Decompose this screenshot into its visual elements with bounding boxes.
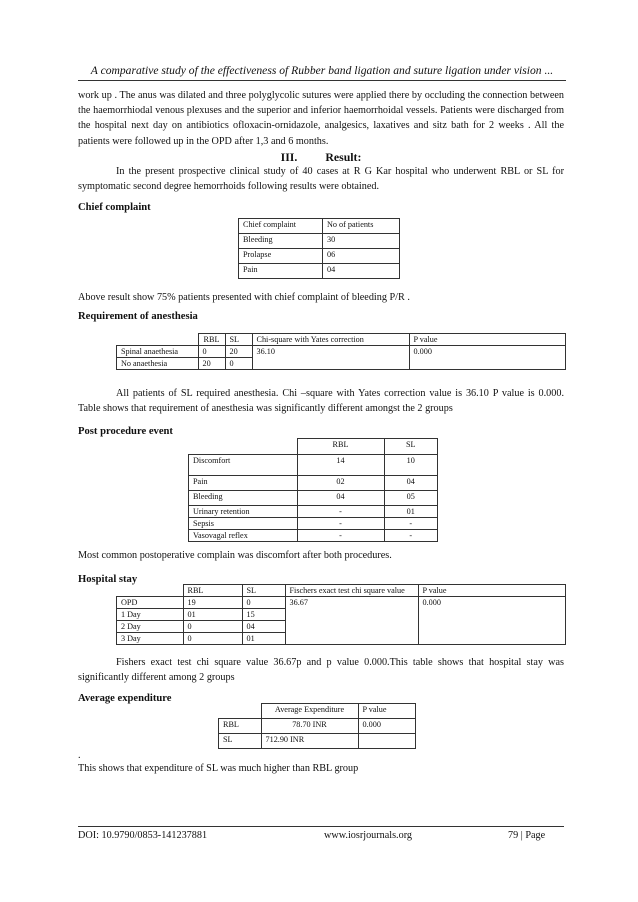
header-cell: SL [225,334,252,346]
table-cell: 0 [183,633,242,645]
table-cell [358,733,416,748]
anesthesia-label: Requirement of anesthesia [78,311,198,322]
table-cell: - [297,517,384,529]
table-cell: 20 [198,358,225,370]
table-cell: 02 [297,475,384,490]
header-cell: Fischers exact test chi square value [285,585,418,597]
hospital-stay-note: Fishers exact test chi square value 36.67p and p value 0.000.This table shows that hospital stay was significantly different among 2 groups [78,657,564,684]
table-row [219,718,416,733]
table-row [189,505,438,517]
table-cell: 04 [323,264,400,279]
header-cell: SL [242,585,285,597]
table-cell: No anaethesia [117,358,199,370]
table-cell: 05 [384,490,438,505]
table-cell: 04 [297,490,384,505]
header-cell: P value [409,334,566,346]
table-row [239,264,400,279]
table-cell: 1 Day [117,609,184,621]
table-cell: SL [219,733,262,748]
header-cell: RBL [183,585,242,597]
table-cell: 01 [242,633,285,645]
section-number: III. [280,150,298,164]
table-cell: Urinary retention [189,505,298,517]
table-cell: RBL [219,718,262,733]
header-cell: P value [358,704,416,719]
table-cell: 01 [183,609,242,621]
section-title: Result: [325,150,362,164]
table-header-row [189,439,438,455]
table-row [189,517,438,529]
table-row [117,597,566,609]
expenditure-label: Average expenditure [78,693,172,704]
table-row [219,733,416,748]
table-cell: - [297,529,384,541]
table-cell: - [297,505,384,517]
table-header-row [239,219,400,234]
table-cell: 3 Day [117,633,184,645]
table-cell: Prolapse [239,249,323,264]
table-row [189,490,438,505]
table-cell: 0 [183,621,242,633]
footer-doi: DOI: 10.9790/0853-141237881 [78,830,208,841]
footer-page-number: 79 | Page [508,830,546,841]
table-cell: 04 [384,475,438,490]
header-cell [117,585,184,597]
header-cell: RBL [198,334,225,346]
post-procedure-label: Post procedure event [78,426,173,437]
table-cell: 36.67 [285,597,418,645]
table-cell: 0 [198,346,225,358]
header-cell: Chi-square with Yates correction [252,334,409,346]
header-cell [219,704,262,719]
table-cell: 06 [323,249,400,264]
footer-rule [78,826,564,827]
table-cell: 78.70 INR [261,718,358,733]
table-row [239,234,400,249]
header-cell: SL [384,439,438,455]
chief-complaint-note: Above result show 75% patients presented with chief complaint of bleeding P/R . [78,292,410,303]
table-cell: Spinal anaethesia [117,346,199,358]
anesthesia-note: All patients of SL required anesthesia. Chi –square with Yates correction value is 36.10 P value is 0.000. Table shows that requirement of anesthesia was significantly different amongst the 2 groups [78,388,564,415]
table-cell: Vasovagal reflex [189,529,298,541]
header-cell: Chief complaint [239,219,323,234]
chief-complaint-label: Chief complaint [78,202,151,213]
table-row [117,346,566,358]
header-cell: P value [418,585,566,597]
stray-period: . [78,750,81,761]
header-rule [78,80,566,81]
table-row [189,529,438,541]
anesthesia-table [116,333,566,370]
chief-complaint-table [238,218,400,279]
table-cell: 10 [384,454,438,475]
header-cell [189,439,298,455]
table-cell: - [384,517,438,529]
table-cell: 20 [225,346,252,358]
post-procedure-note: Most common postoperative complain was discomfort after both procedures. [78,550,392,561]
table-cell: 712.90 INR [261,733,358,748]
hospital-stay-label: Hospital stay [78,574,138,585]
table-cell: Pain [239,264,323,279]
hospital-stay-table [116,584,566,645]
table-cell: 14 [297,454,384,475]
table-cell: 0 [225,358,252,370]
header-cell [117,334,199,346]
table-header-row [117,334,566,346]
table-cell: Pain [189,475,298,490]
table-cell: Discomfort [189,454,298,475]
post-procedure-table [188,438,438,542]
header-cell: Average Expenditure [261,704,358,719]
result-paragraph: In the present prospective clinical study of 40 cases at R G Kar hospital who underwent RBL or SL for symptomatic second degree hemorrhoids following results were obtained. [78,166,564,193]
table-cell: Bleeding [239,234,323,249]
expenditure-table [218,703,416,749]
table-cell: Bleeding [189,490,298,505]
section-heading [78,150,564,165]
table-cell: 15 [242,609,285,621]
table-cell: 36.10 [252,346,409,370]
table-cell: 0 [242,597,285,609]
header-cell: RBL [297,439,384,455]
header-cell: No of patients [323,219,400,234]
table-cell: 01 [384,505,438,517]
table-header-row [219,704,416,719]
footer-website: www.iosrjournals.org [324,830,413,841]
running-header: A comparative study of the effectiveness of Rubber band ligation and suture ligation under vision ... [90,64,554,77]
table-header-row [117,585,566,597]
table-cell: OPD [117,597,184,609]
table-cell: 0.000 [358,718,416,733]
table-cell: 0.000 [418,597,566,645]
table-cell: 30 [323,234,400,249]
table-row [239,249,400,264]
table-cell: Sepsis [189,517,298,529]
table-cell: 04 [242,621,285,633]
expenditure-note: This shows that expenditure of SL was much higher than RBL group [78,763,359,774]
table-row [189,454,438,475]
table-row [189,475,438,490]
table-cell: 0.000 [409,346,566,370]
table-cell: - [384,529,438,541]
table-cell: 2 Day [117,621,184,633]
intro-paragraph: work up . The anus was dilated and three polyglycolic sutures were applied there by occluding the connection between the haemorrhiodal venous plexuses and the superior and inferior haemorrhoidal vessels. Patients were discharged from the hospital next day on antibiotics ofloxacin-ornidazole, analgesics, laxatives and sitz bath for 2 weeks . All the patients were followed up in the OPD after 1,3 and 6 months. [78,90,564,147]
table-cell: 19 [183,597,242,609]
